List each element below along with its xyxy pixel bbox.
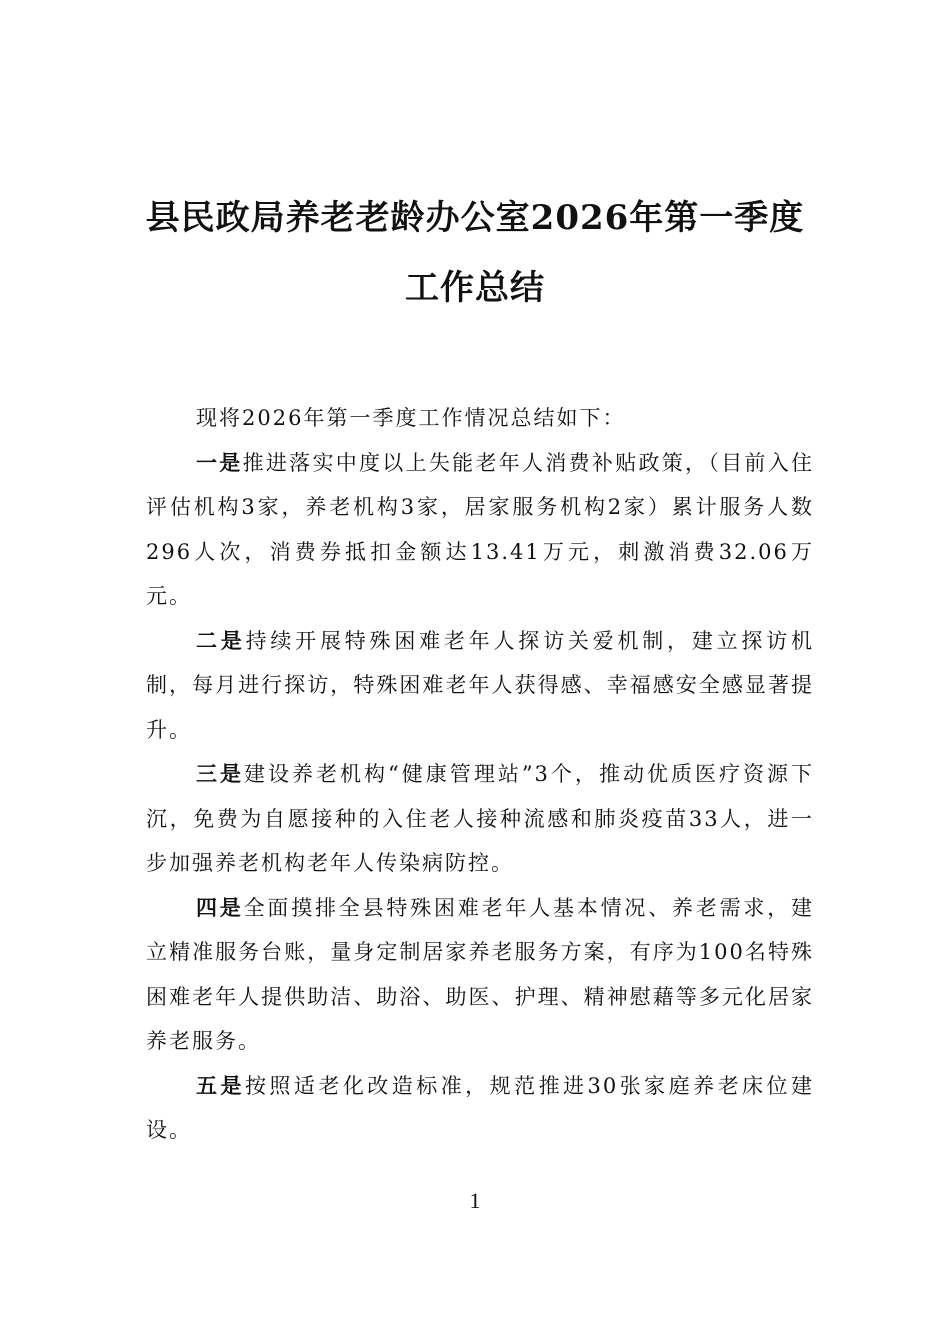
- document-title-line-1: 县民政局养老老龄办公室2026年第一季度: [145, 198, 805, 238]
- item-paragraph-5: [146, 1064, 814, 1153]
- item-lead-3: 三是: [196, 761, 245, 786]
- item-paragraph-2: [146, 619, 814, 753]
- item-text-1: 推进落实中度以上失能老年人消费补贴政策，（目前入住评估机构3家，养老机构3家，居家服务机构2家）累计服务人数296人次，消费券抵扣金额达13.41万元，刺激消费32.06万元。: [146, 450, 814, 608]
- item-text-2: 持续开展特殊困难老年人探访关爱机制，建立探访机制，每月进行探访，特殊困难老年人获得感、幸福感安全感显著提升。: [146, 628, 815, 742]
- item-lead-4: 四是: [196, 894, 244, 920]
- item-text-5: 按照适老化改造标准，规范推进30张家庭养老床位建设。: [146, 1073, 814, 1142]
- intro-paragraph: 现将2026年第一季度工作情况总结如下：: [196, 406, 626, 430]
- item-text-3: 建设养老机构“健康管理站”3个，推动优质医疗资源下沉，免费为自愿接种的入住老人接种流感和肺炎疫苗33人，进一步加强养老机构老年人传染病防控。: [146, 762, 814, 875]
- item-paragraph-3: [146, 752, 814, 886]
- item-lead-5: 五是: [196, 1072, 245, 1098]
- item-lead-2: 二是: [196, 627, 246, 653]
- page-number: 1: [469, 1188, 481, 1213]
- item-lead-1: 一是: [196, 449, 243, 475]
- document-title-line-2: 工作总结: [405, 268, 545, 308]
- item-text-4: 全面摸排全县特殊困难老年人基本情况、养老需求，建立精准服务台账，量身定制居家养老服务方案，有序为100名特殊困难老年人提供助洁、助浴、助医、护理、精神慰藉等多元化居家养老服务。: [146, 895, 815, 1053]
- item-paragraph-4: [146, 886, 814, 1064]
- item-paragraph-1: [146, 441, 814, 619]
- document-body: [146, 396, 814, 1153]
